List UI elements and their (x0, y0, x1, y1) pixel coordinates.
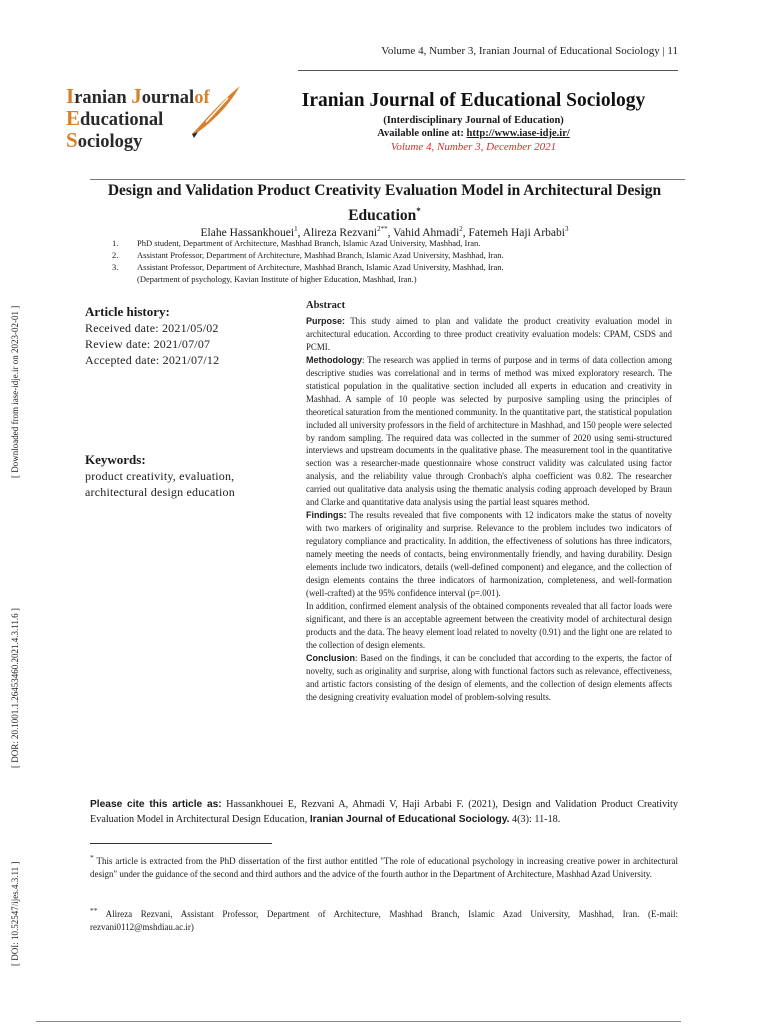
author: Alireza Rezvani (302, 226, 378, 239)
keywords-block (85, 452, 300, 500)
abstract (306, 300, 672, 704)
review-date: Review date: 2021/07/07 (85, 337, 211, 351)
journal-availability: Available online at: http://www.iase-idje.ir/ (377, 128, 570, 139)
article-history-heading: Article history: (85, 304, 170, 319)
footnote-rule (90, 843, 272, 844)
citation: Please cite this article as: Hassankhouei E, Rezvani A, Ahmadi V, Haji Arbabi F. (2021), Design and Validation Product Creativity Evaluation Model in Architectural Design Education, Iranian Journal of Educational Sociology. 4(3): 11-18. (90, 799, 678, 825)
footnote-1: * This article is extracted from the PhD dissertation of the first author entitled "The role of educational psychology in increasing creative power in architectural design" under the guidance of the second and third authors and the advice of the fourth author in the Department of Architecture, Mashhad Azad University. (90, 853, 678, 879)
logo-line-1: Iranian Journalof (66, 84, 210, 108)
abstract-findings: Findings: The results revealed that five components with 12 indicators make the status of novelty with two markers of originality and surprise. Relevance to the problem includes two indicators of regulatory compliance and practicality. In addition, the effectiveness of solutions has three indicators, namely meeting the needs of contacts, being environmentally friendly, and having durability. Design elements include two indicators, details (well-defined component) and elegance, and the collection of design elements contains the three indicators of harmonization, completeness, and well-formation (well-crafted) at the 95% confidence interval (p=.001). (306, 510, 672, 598)
abstract-purpose: Purpose: This study aimed to plan and validate the product creativity evaluation model in architectural education. According to three product creativity evaluation models: CPAM, CSDS and PCMI. (306, 315, 672, 352)
journal-subtitle: (Interdisciplinary Journal of Education) (383, 115, 564, 126)
footnote-2: ** Alireza Rezvani, Assistant Professor, Department of Architecture, Mashhad Branch, Islamic Azad University, Mashhad, Iran. (E-mail: rezvani0112@mshdiau.ac.ir) (90, 906, 678, 932)
paper-title: Design and Validation Product Creativity Evaluation Model in Architectural Design Education* (107, 182, 662, 225)
article-history (85, 304, 295, 368)
download-stamp: [ Downloaded from iase-idje.ir on 2023-02-01 ] (10, 305, 20, 478)
journal-title: Iranian Journal of Educational Sociology (301, 90, 646, 111)
logo-line-3: Sociology (66, 128, 143, 152)
journal-volume: Volume 4, Number 3, December 2021 (390, 141, 557, 153)
received-date: Received date: 2021/05/02 (85, 321, 219, 335)
logo-line-2: Educational (66, 106, 164, 130)
author: Elahe Hassankhouei (200, 226, 295, 239)
abstract-methodology: Methodology: The research was applied in terms of purpose and in terms of data collection among descriptive studies was correlational and in terms of method was mixed exploratory research. The statistical population in the qualitative section included all experts in education and creativity in Mashhad. A sample of 10 people was selected by purposive sampling using the principles of theoretical saturation from the mentioned community. In the quantitative part, the statistical population included all university professors in the field of architecture in Mashhad, and 150 people were selected by random sampling. The required data was collected in the summer of 2020 using semi-structured interviews and upstream documents in the qualitative phase. The measurement tool in the quantitative section was a researcher-made questionnaire whose construct validity was calculated using factor analysis, and the reliability value through Cronbach's alpha coefficient was 0.82. The researcher carried out qualitative data analysis using the thematic analysis coding approach developed by Braun and Clarke and quantitative data analysis using the partial least squares method. (306, 354, 672, 508)
doi-stamp: [ DOI: 10.52547/ijes.4.3.11 ] (10, 861, 20, 966)
keywords-heading: Keywords: (85, 452, 146, 467)
keywords-line: product creativity, evaluation, (85, 469, 235, 483)
header-rule (298, 70, 678, 71)
bottom-rule (36, 1021, 681, 1022)
dor-stamp: [ DOR: 20.1001.1.26453460.2021.4.3.11.6 ] (10, 608, 20, 768)
abstract-conclusion: Conclusion: Based on the findings, it can be concluded that according to the experts, the factor of novelty, such as originality and surprise, along with functional factors such as relevance, effectiveness, and artistic factors consisting of the design of elements, and the collection of design elements affects the designing creativity evaluation model of problem-solving results. (306, 652, 672, 702)
affiliation-list (112, 237, 532, 285)
accepted-date: Accepted date: 2021/07/12 (85, 353, 220, 367)
keywords-line: architectural design education (85, 485, 235, 499)
abstract-findings-continued: In addition, confirmed element analysis of the obtained components revealed that all factor loads were significant, and there is an acceptable agreement between the creativity model of architectural design products and the data. The heavy element load related to novelty (0.91) and the light one are related to the collection of design elements. (306, 600, 672, 650)
author: Fatemeh Haji Arbabi (468, 226, 565, 239)
affiliation-item: (Department of psychology, Kavian Institute of higher Education, Mashhad, Iran.) (137, 274, 417, 284)
affiliation-item: 2. Assistant Professor, Department of Architecture, Mashhad Branch, Islamic Azad University, Mashhad, Iran. (112, 250, 504, 260)
affiliation-item: 3. Assistant Professor, Department of Architecture, Mashhad Branch, Islamic Azad University, Mashhad, Iran. (112, 262, 504, 272)
author: Vahid Ahmadi (393, 226, 460, 239)
author-list: Elahe Hassankhouei$^1$, Alireza Rezvani$^{2**}$, Vahid Ahmadi$^2$, Fatemeh Haji Arbabi$^3$ (200, 225, 569, 239)
affiliation-item: 1. PhD student, Department of Architecture, Mashhad Branch, Islamic Azad University, Mashhad, Iran. (112, 238, 481, 248)
journal-url-link[interactable]: http://www.iase-idje.ir/ (466, 128, 570, 139)
abstract-heading: Abstract (306, 300, 346, 311)
journal-logo (66, 86, 262, 158)
running-header: Volume 4, Number 3, Iranian Journal of Educational Sociology | 11 (381, 45, 678, 57)
